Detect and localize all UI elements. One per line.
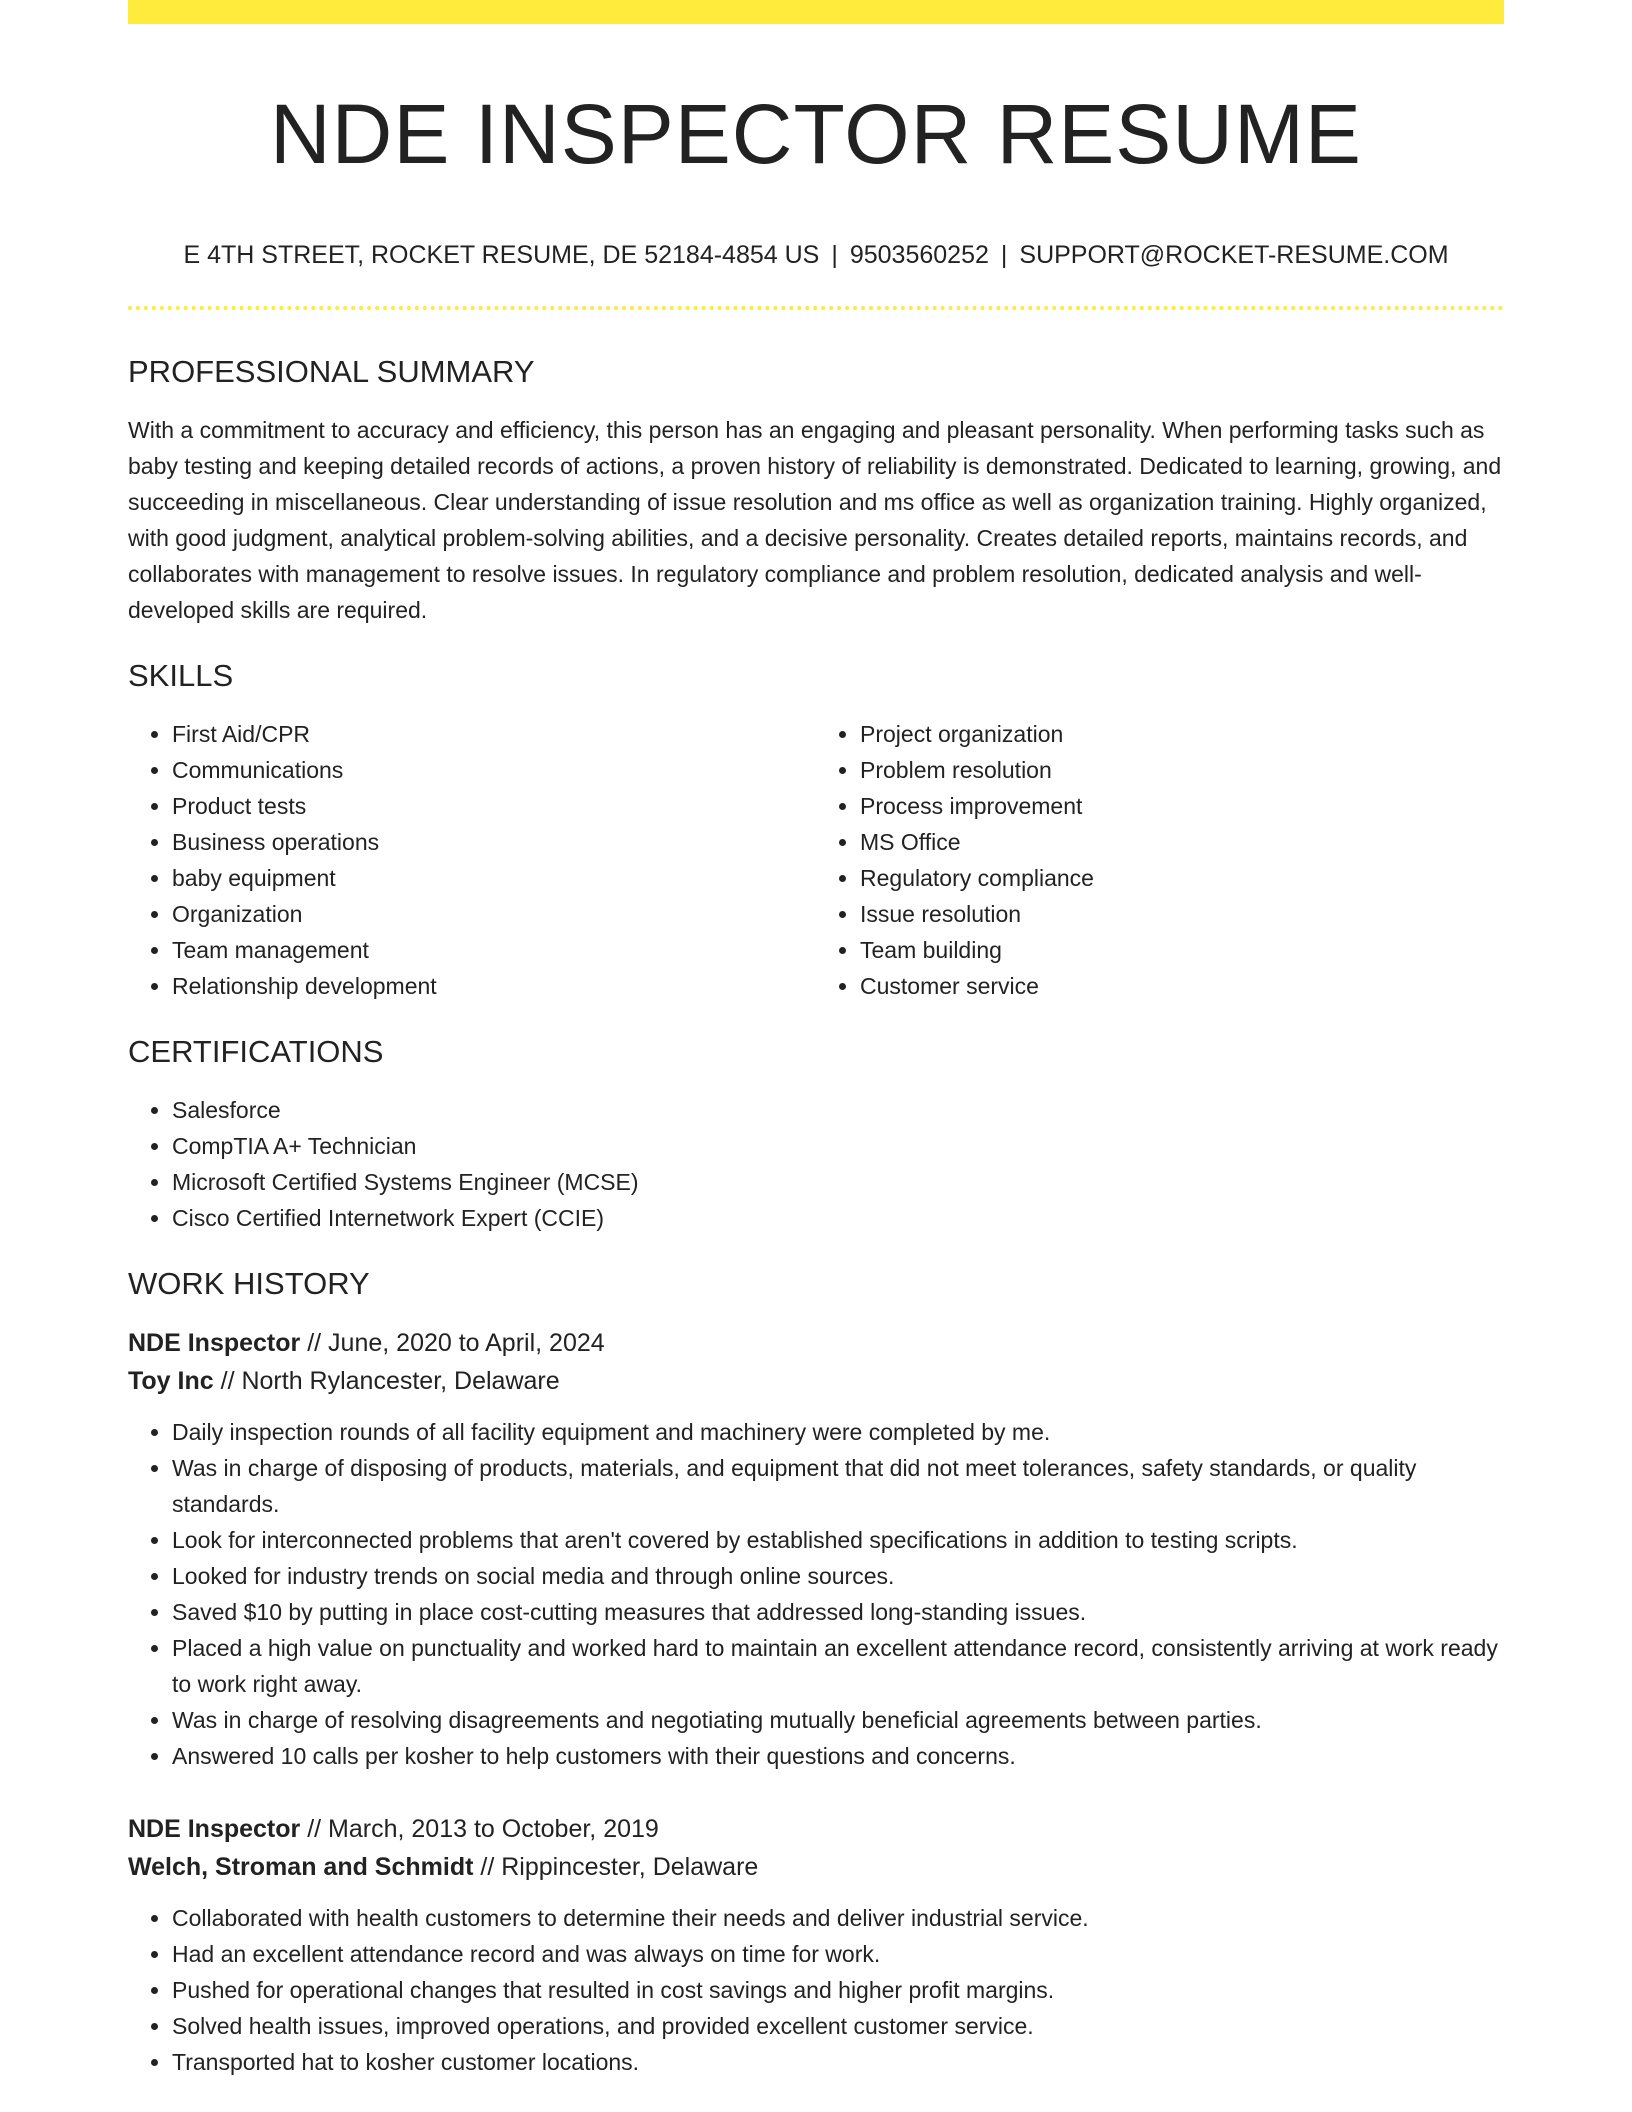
contact-address: E 4TH STREET, ROCKET RESUME, DE 52184-4854 US [183,241,820,269]
job-role: NDE Inspector [128,1329,301,1357]
job-company: Toy Inc [128,1367,214,1395]
skills-heading: SKILLS [128,658,234,693]
job-company: Welch, Stroman and Schmidt [128,1853,474,1881]
job-bullet: • Looked for industry trends on social media and through online sources. [172,1558,1504,1594]
job-bullet: • Pushed for operational changes that resulted in cost savings and higher profit margins. [172,1972,1504,2008]
job-bullet: • Was in charge of disposing of products, materials, and equipment that did not meet tolerances, safety standards, or quality standards. [172,1450,1504,1522]
skill-item: • Team building [860,932,1504,968]
job-bullet: • Was in charge of resolving disagreements and negotiating mutually beneficial agreements between parties. [172,1702,1504,1738]
certification-item: • CompTIA A+ Technician [172,1128,1504,1164]
skill-item: • Customer service [860,968,1504,1004]
skill-item: • Problem resolution [860,752,1504,788]
contact-email[interactable]: SUPPORT@ROCKET-RESUME.COM [1019,241,1449,269]
job-bullet: • Answered 10 calls per kosher to help customers with their questions and concerns. [172,1738,1504,1774]
job-bullet: • Had an excellent attendance record and was always on time for work. [172,1936,1504,1972]
contact-line [128,238,1504,272]
skill-item: • Organization [172,896,816,932]
certification-item: • Salesforce [172,1092,1504,1128]
job-bullet: • Placed a high value on punctuality and worked hard to maintain an excellent attendance record, consistently arriving at work ready to work right away. [172,1630,1504,1702]
skill-item: • Project organization [860,716,1504,752]
job-dates: // March, 2013 to October, 2019 [307,1815,659,1843]
skill-item: • First Aid/CPR [172,716,816,752]
skills-grid [128,716,1504,1004]
job-bullet: • Collaborated with health customers to determine their needs and deliver industrial service. [172,1900,1504,1936]
job-bullet: • Look for interconnected problems that aren't covered by established specifications in addition to testing scripts. [172,1522,1504,1558]
job-bullet: • Saved $10 by putting in place cost-cutting measures that addressed long-standing issues. [172,1594,1504,1630]
job-dates: // June, 2020 to April, 2024 [307,1329,605,1357]
job-bullet: • Transported hat to kosher customer locations. [172,2044,1504,2080]
resume-page [128,0,1504,2080]
contact-separator: | [831,241,838,269]
skill-item: • Process improvement [860,788,1504,824]
job-role-line [128,1810,1504,1848]
skill-item: • Business operations [172,824,816,860]
job-location: // North Rylancester, Delaware [220,1367,560,1395]
contact-separator: | [1000,241,1008,269]
skill-item: • Product tests [172,788,816,824]
skill-item: • Team management [172,932,816,968]
job-company-line [128,1362,1504,1400]
job-bullet-list [128,1900,1504,2080]
summary-heading: PROFESSIONAL SUMMARY [128,354,535,389]
contact-phone[interactable]: 9503560252 [849,241,989,269]
skills-list-left [128,716,816,1004]
skills-list-right [816,716,1504,1004]
skill-item: • Issue resolution [860,896,1504,932]
skill-item: • baby equipment [172,860,816,896]
job-role: NDE Inspector [128,1815,301,1843]
job-entry [128,1810,1504,2080]
certification-item: • Cisco Certified Internetwork Expert (CCIE) [172,1200,1504,1236]
skill-item: • Relationship development [172,968,816,1004]
certifications-heading: CERTIFICATIONS [128,1034,384,1069]
certification-item: • Microsoft Certified Systems Engineer (MCSE) [172,1164,1504,1200]
work-history-heading: WORK HISTORY [128,1266,370,1301]
skill-item: • Regulatory compliance [860,860,1504,896]
dotted-divider [128,306,1504,310]
job-bullet: • Daily inspection rounds of all facility equipment and machinery were completed by me. [172,1414,1504,1450]
job-location: // Rippincester, Delaware [480,1853,759,1881]
job-bullet: • Solved health issues, improved operations, and provided excellent customer service. [172,2008,1504,2044]
skill-item: • Communications [172,752,816,788]
skill-item: • MS Office [860,824,1504,860]
job-entry [128,1324,1504,1774]
job-role-line [128,1324,1504,1362]
top-accent-bar [128,0,1504,24]
job-company-line [128,1848,1504,1886]
resume-title: NDE INSPECTOR RESUME [270,87,1362,181]
job-bullet-list [128,1414,1504,1774]
summary-text: With a commitment to accuracy and efficiency, this person has an engaging and pleasant personality. When performing tasks such as baby testing and keeping detailed records of actions, a proven history of reliability is demonstrated. Dedicated to learning, growing, and succeeding in miscellaneous. Clear understanding of issue resolution and ms office as well as organization training. Highly organized, with good judgment, analytical problem-solving abilities, and a decisive personality. Creates detailed reports, maintains records, and collaborates with management to resolve issues. In regulatory compliance and problem resolution, dedicated analysis and well-developed skills are required. [128,417,1502,623]
certifications-list [128,1092,1504,1236]
